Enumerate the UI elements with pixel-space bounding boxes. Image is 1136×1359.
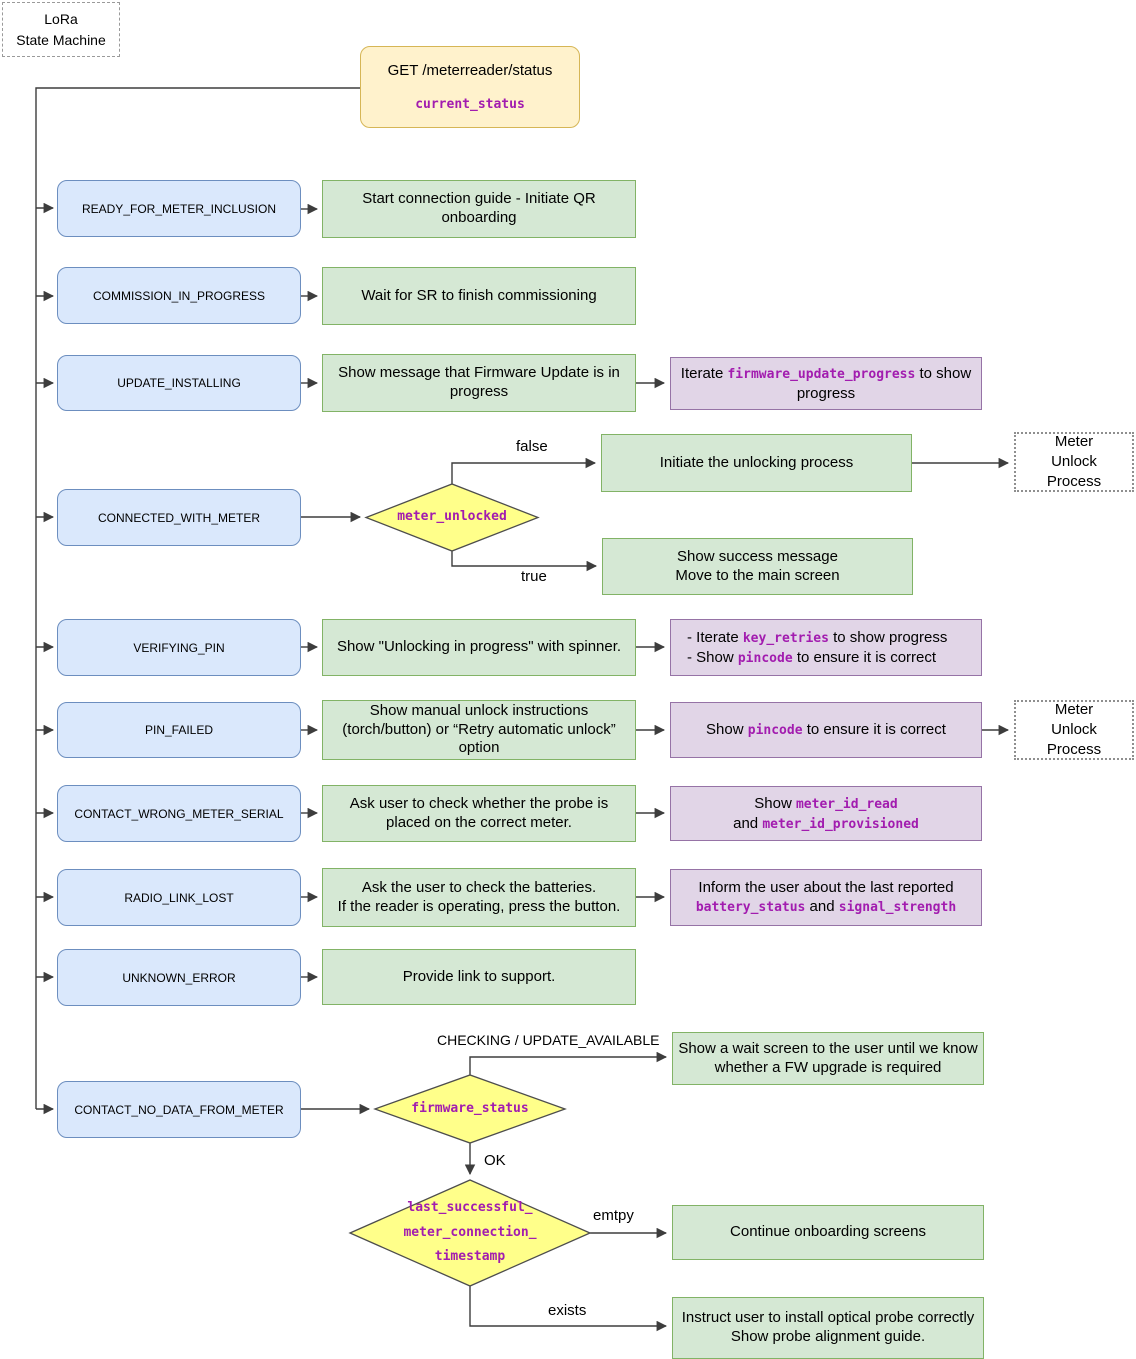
- meter-unlock-process-box-top: [1014, 432, 1134, 492]
- diagram-title-line1: LoRa: [44, 10, 78, 27]
- action-text: Ask user to check whether the probe is placed on the correct meter.: [349, 794, 609, 831]
- action-text: Provide link to support.: [402, 967, 556, 985]
- note-text: Iterate firmware_update_progress to show progress: [680, 364, 972, 402]
- state-box-wrong-serial: [57, 785, 301, 842]
- code-key-retries: key_retries: [742, 630, 829, 646]
- decision-firmware-status: firmware_status: [411, 1100, 529, 1116]
- code-firmware-update-progress: firmware_update_progress: [727, 366, 916, 382]
- note-text-line2: - Show pincode to ensure it is correct: [687, 648, 937, 666]
- note-text-line1: Show meter_id_read: [754, 794, 898, 812]
- meter-unlock-process-box-bottom: [1014, 700, 1134, 760]
- diagram-title: [2, 2, 120, 57]
- action-text: Continue onboarding screens: [730, 1223, 926, 1241]
- state-label: COMMISSION_IN_PROGRESS: [92, 288, 266, 303]
- code-signal-strength: signal_strength: [838, 900, 957, 916]
- action-box-update-installing: [322, 354, 636, 412]
- note-text-line2: and meter_id_provisioned: [733, 814, 919, 832]
- state-label: VERIFYING_PIN: [133, 640, 225, 655]
- state-box-no-data: [57, 1081, 301, 1138]
- entry-code: current_status: [415, 97, 525, 112]
- unlock-process-label: Meter Unlock Process: [1046, 432, 1102, 491]
- state-label: CONTACT_NO_DATA_FROM_METER: [74, 1102, 284, 1117]
- state-box-update-installing: [57, 355, 301, 411]
- action-box-continue-onboarding: [672, 1205, 984, 1260]
- code-meter-id-provisioned: meter_id_provisioned: [762, 816, 919, 832]
- action-box-fw-wait-screen: [672, 1032, 984, 1085]
- action-text-line1: Ask the user to check the batteries.: [361, 878, 597, 896]
- action-text: Initiate the unlocking process: [659, 453, 854, 471]
- state-label: RADIO_LINK_LOST: [124, 890, 234, 905]
- state-label: PIN_FAILED: [144, 723, 214, 737]
- action-box-radio-link-lost: [322, 868, 636, 927]
- action-text-line1: Show success message: [677, 547, 838, 565]
- decision-meter-unlocked: meter_unlocked: [397, 508, 507, 524]
- state-box-verifying-pin: [57, 619, 301, 676]
- edge-label-ok: OK: [484, 1152, 506, 1169]
- entry-endpoint: GET /meterreader/status: [387, 62, 553, 79]
- action-text: Show manual unlock instructions (torch/button) or “Retry automatic unlock” option: [342, 701, 616, 757]
- action-box-initiate-unlock: [601, 434, 912, 492]
- action-text-line2: Move to the main screen: [675, 566, 840, 584]
- action-box-unlock-success: [602, 538, 913, 595]
- state-box-unknown-error: [57, 949, 301, 1006]
- note-text-line1: - Iterate key_retries to show progress: [687, 628, 948, 646]
- action-text: Wait for SR to finish commissioning: [361, 286, 597, 304]
- state-label: CONNECTED_WITH_METER: [97, 510, 260, 525]
- note-text-line1: Inform the user about the last reported: [698, 878, 954, 896]
- state-box-pin-failed: [57, 702, 301, 758]
- state-label: CONTACT_WRONG_METER_SERIAL: [74, 806, 284, 821]
- code-pincode: pincode: [747, 723, 803, 739]
- action-box-pin-failed: [322, 700, 636, 760]
- decision-timestamp-line3: timestamp: [434, 1249, 506, 1265]
- edge-label-checking-update-available: CHECKING / UPDATE_AVAILABLE: [437, 1032, 660, 1048]
- diagram-title-line2: State Machine: [16, 31, 106, 48]
- action-text: Start connection guide - Initiate QR onboarding: [362, 190, 596, 226]
- state-label: UNKNOWN_ERROR: [122, 970, 236, 985]
- code-meter-id-read: meter_id_read: [795, 796, 898, 812]
- action-text: Show a wait screen to the user until we know whether a FW upgrade is required: [678, 1039, 978, 1076]
- decision-timestamp: [350, 1194, 590, 1272]
- action-text-line2: If the reader is operating, press the button.: [337, 897, 621, 915]
- state-label: READY_FOR_METER_INCLUSION: [81, 201, 277, 216]
- edge-label-true: true: [521, 568, 547, 585]
- action-box-install-probe: [672, 1297, 984, 1359]
- action-box-commission: [322, 267, 636, 325]
- action-text: Show "Unlocking in progress" with spinner.: [336, 638, 622, 656]
- decision-timestamp-line1: last_successful_: [407, 1199, 533, 1215]
- entry-box: [360, 46, 580, 128]
- note-box-wrong-serial: [670, 786, 982, 841]
- action-box-wrong-serial: [322, 785, 636, 842]
- state-label: UPDATE_INSTALLING: [117, 376, 241, 390]
- note-text-line2: battery_status and signal_strength: [695, 898, 957, 916]
- action-box-ready: [322, 180, 636, 238]
- state-box-connected: [57, 489, 301, 546]
- state-box-commission: [57, 267, 301, 324]
- edge-label-exists: exists: [548, 1302, 587, 1319]
- note-box-pin-failed: [670, 702, 982, 758]
- code-pincode: pincode: [737, 650, 793, 666]
- note-box-radio-link-lost: [670, 869, 982, 926]
- state-box-ready: [57, 180, 301, 237]
- edge-label-empty: emtpy: [593, 1207, 634, 1224]
- action-box-verifying-pin: [322, 619, 636, 676]
- note-text: Show pincode to ensure it is correct: [706, 721, 946, 739]
- note-box-verifying-pin: [670, 619, 982, 676]
- action-box-unknown-error: [322, 949, 636, 1005]
- action-text-line1: Instruct user to install optical probe correctly: [681, 1309, 975, 1327]
- action-text: Show message that Firmware Update is in progress: [338, 364, 620, 400]
- action-text-line2: Show probe alignment guide.: [730, 1328, 926, 1345]
- decision-timestamp-line2: meter_connection_: [403, 1224, 537, 1240]
- code-battery-status: battery_status: [695, 900, 806, 916]
- state-box-radio-link-lost: [57, 869, 301, 926]
- note-box-update-installing: [670, 357, 982, 410]
- edge-label-false: false: [516, 438, 548, 455]
- unlock-process-label: Meter Unlock Process: [1046, 700, 1102, 759]
